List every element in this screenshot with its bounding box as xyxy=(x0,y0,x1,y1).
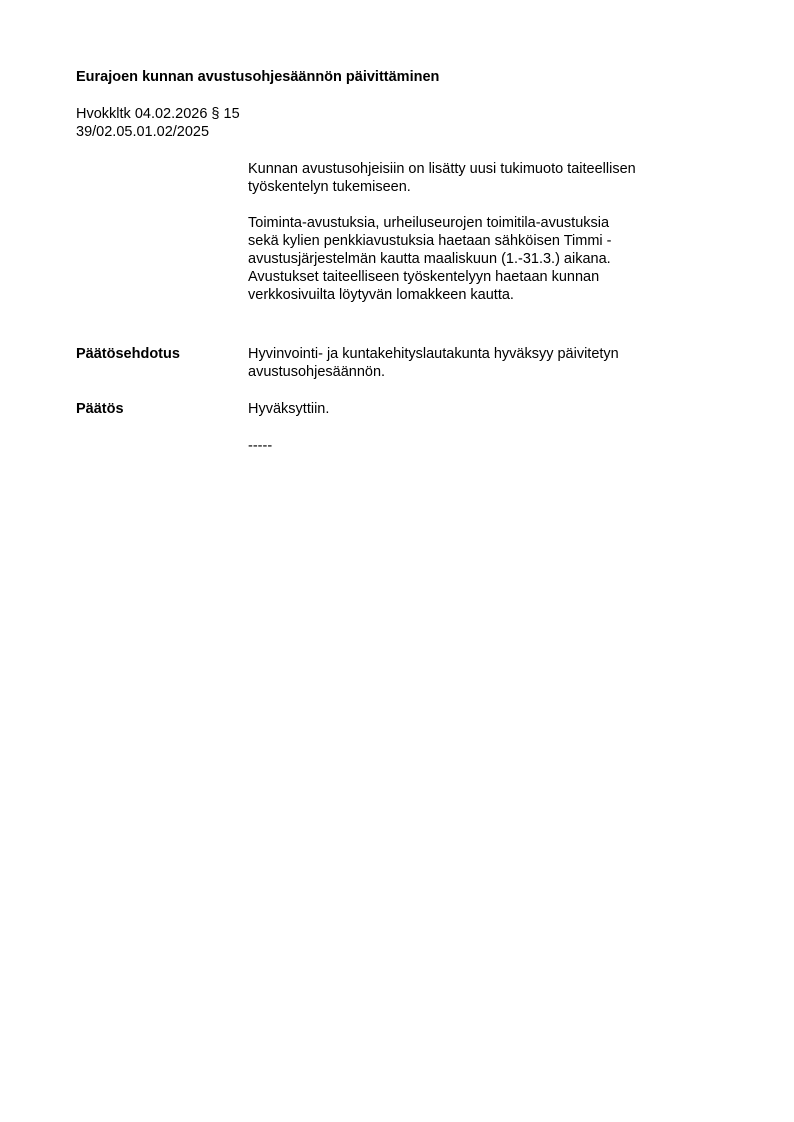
decision-line: Hyväksyttiin. xyxy=(248,401,330,417)
record-number: 39/02.05.01.02/2025 xyxy=(76,124,210,140)
document-title: Eurajoen kunnan avustusohjesäännön päivittäminen xyxy=(76,69,440,85)
paragraph-line: Toiminta-avustuksia, urheiluseurojen toimitila-avustuksia xyxy=(248,215,610,231)
proposal-label: Päätösehdotus xyxy=(76,346,180,362)
meeting-reference: Hvokkltk 04.02.2026 § 15 xyxy=(76,106,240,122)
decision-label: Päätös xyxy=(76,401,124,417)
paragraph-line: Kunnan avustusohjeisiin on lisätty uusi tukimuoto taiteellisen xyxy=(248,161,636,177)
paragraph-line: työskentelyn tukemiseen. xyxy=(248,179,411,195)
paragraph-line: avustusjärjestelmän kautta maaliskuun (1.-31.3.) aikana. xyxy=(248,251,611,267)
section-separator xyxy=(248,437,688,455)
document-meta xyxy=(76,105,240,141)
application-paragraph xyxy=(248,214,688,304)
paragraph-line: verkkosivuilta löytyvän lomakkeen kautta. xyxy=(248,287,514,303)
proposal-line: avustusohjesäännön. xyxy=(248,364,386,380)
separator-line: ----- xyxy=(248,438,273,454)
decision-text xyxy=(248,400,688,418)
proposal-text xyxy=(248,345,688,381)
paragraph-line: sekä kylien penkkiavustuksia haetaan sähköisen Timmi - xyxy=(248,233,612,249)
proposal-line: Hyvinvointi- ja kuntakehityslautakunta hyväksyy päivitetyn xyxy=(248,346,619,362)
paragraph-line: Avustukset taiteelliseen työskentelyyn haetaan kunnan xyxy=(248,269,600,285)
intro-paragraph xyxy=(248,160,688,196)
